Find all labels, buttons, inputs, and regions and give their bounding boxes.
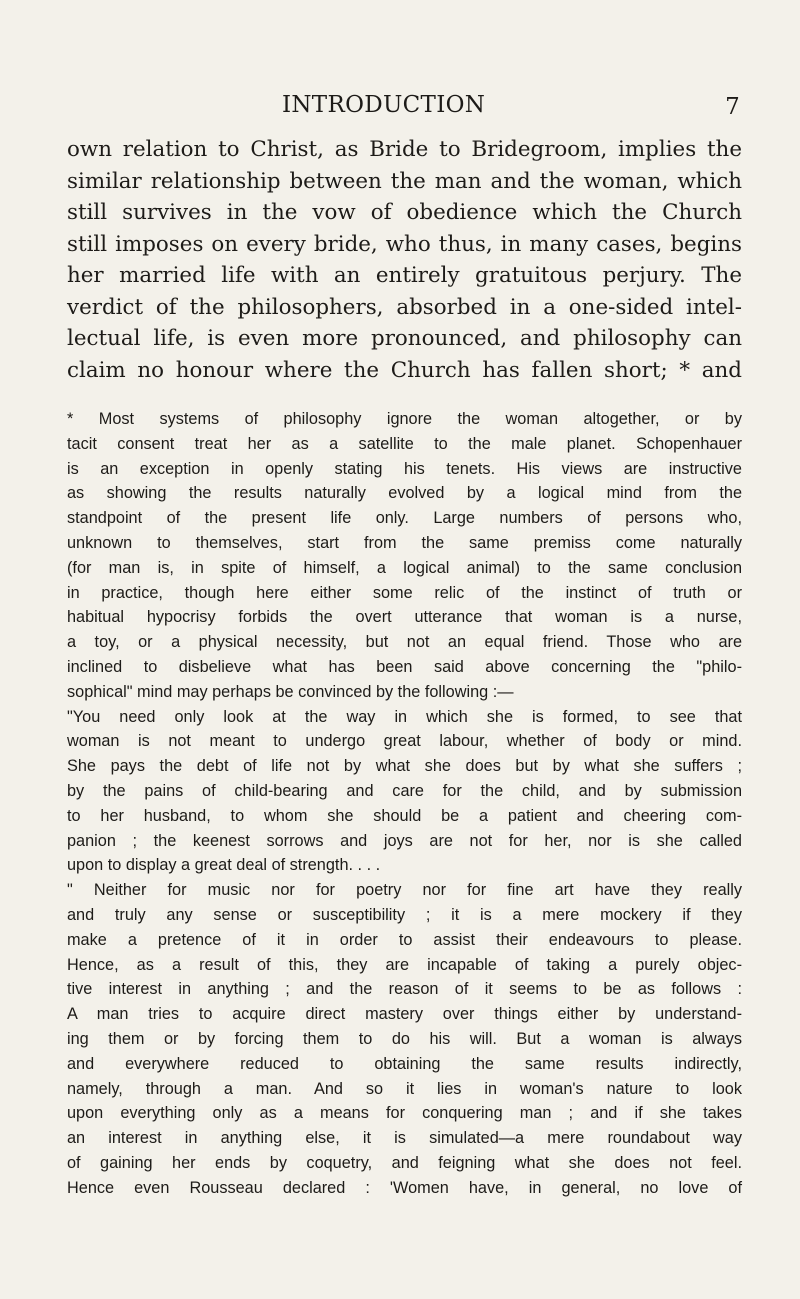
footnote-line: * Most systems of philosophy ignore the woman altogether, or by (67, 410, 742, 428)
footnote-line: and truly any sense or susceptibility ; it is a mere mockery if they (67, 905, 742, 924)
running-header (67, 92, 742, 122)
body-line: claim no honour where the Church has fallen short; * and (67, 357, 742, 383)
footnote-line: upon to display a great deal of strength. . . . (67, 856, 381, 875)
body-line: lectual life, is even more pronounced, and philosophy can (67, 326, 742, 351)
footnote-line: is an exception in openly stating his tenets. His views are instructive (67, 459, 742, 478)
footnote-line: inclined to disbelieve what has been said above concerning the "philo- (67, 657, 742, 676)
footnote-line: sophical" mind may perhaps be convinced by the following :— (67, 682, 514, 701)
body-line: still survives in the vow of obedience which the Church (67, 200, 742, 225)
footnote-line: ing them or by forcing them to do his will. But a woman is always (67, 1029, 742, 1048)
footnote-line: and everywhere reduced to obtaining the same results indirectly, (67, 1054, 742, 1073)
footnote-line: tive interest in anything ; and the reason of it seems to be as follows : (67, 980, 742, 999)
book-page (67, 0, 742, 1299)
main-paragraph (67, 134, 742, 386)
footnote-line: A man tries to acquire direct mastery over things either by understand- (67, 1005, 742, 1024)
footnote-line: a toy, or a physical necessity, but not an equal friend. Those who are (67, 633, 742, 652)
footnote-line: She pays the debt of life not by what she does but by what she suffers ; (67, 757, 742, 776)
body-line: still imposes on every bride, who thus, in many cases, begins (67, 231, 742, 257)
body-line: verdict of the philosophers, absorbed in a one-sided intel- (67, 294, 742, 320)
footnote-line: an interest in anything else, it is simulated—a mere roundabout way (67, 1129, 742, 1148)
footnote-line: make a pretence of it in order to assist their endeavours to please. (67, 930, 742, 949)
body-line: own relation to Christ, as Bride to Bridegroom, implies the (67, 137, 742, 162)
footnote-line: " Neither for music nor for poetry nor for fine art have they really (67, 881, 742, 900)
footnote-line: upon everything only as a means for conquering man ; and if she takes (67, 1104, 742, 1123)
footnote-line: by the pains of child-bearing and care for the child, and by submission (67, 781, 742, 800)
footnote-line: as showing the results naturally evolved by a logical mind from the (67, 484, 742, 503)
footnote-line: woman is not meant to undergo great labour, whether of body or mind. (67, 732, 742, 751)
footnote-line: tacit consent treat her as a satellite to the male planet. Schopenhauer (67, 434, 742, 453)
footnote-line: unknown to themselves, start from the same premiss come naturally (67, 533, 742, 552)
page-number: 7 (725, 94, 740, 120)
footnote-line: in practice, though here either some relic of the instinct of truth or (67, 583, 742, 602)
footnote-line: Hence, as a result of this, they are incapable of taking a purely objec- (67, 955, 742, 974)
body-line: similar relationship between the man and the woman, which (67, 168, 742, 194)
footnote-line: Hence even Rousseau declared : 'Women have, in general, no love of (67, 1178, 742, 1197)
footnote-line: namely, through a man. And so it lies in woman's nature to look (67, 1079, 742, 1098)
footnote-line: (for man is, in spite of himself, a logical animal) to the same conclusion (67, 558, 742, 577)
body-line: her married life with an entirely gratuitous perjury. The (67, 263, 742, 288)
footnote-line: "You need only look at the way in which she is formed, to see that (67, 707, 742, 726)
footnote-line: habitual hypocrisy forbids the overt utterance that woman is a nurse, (67, 608, 742, 627)
footnote-line: standpoint of the present life only. Large numbers of persons who, (67, 509, 742, 528)
footnote-line: of gaining her ends by coquetry, and feigning what she does not feel. (67, 1153, 742, 1172)
footnote (67, 407, 742, 1201)
footnote-line: to her husband, to whom she should be a patient and cheering com- (67, 806, 742, 825)
footnote-line: panion ; the keenest sorrows and joys are not for her, nor is she called (67, 831, 742, 850)
running-title: INTRODUCTION (282, 92, 486, 118)
